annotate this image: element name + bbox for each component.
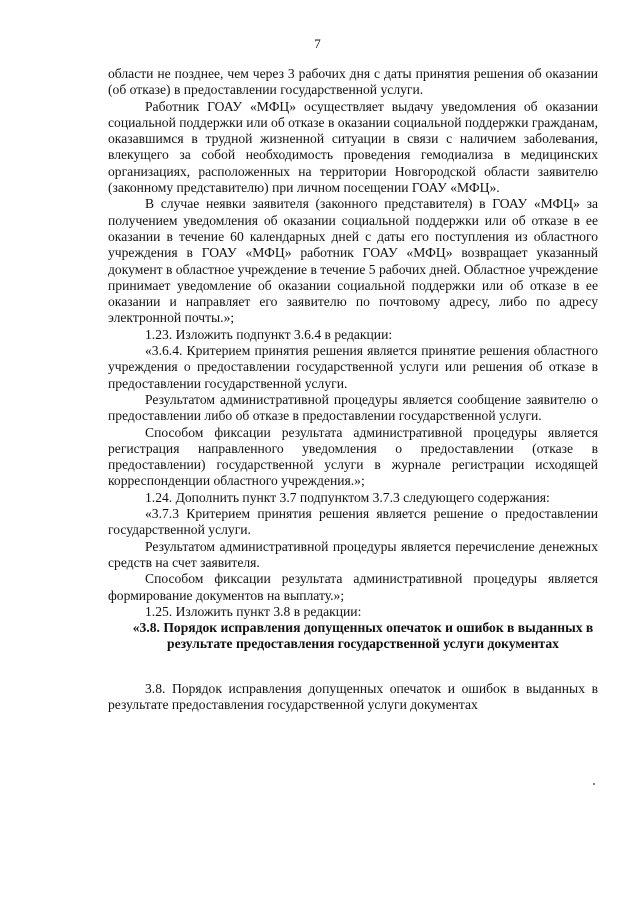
paragraph-3-6-4-criterion: «3.6.4. Критерием принятия решения является принятие решения областного учреждения о предоставлении государственной услуги или решения об отказе в предоставлении государственной услуги.: [108, 343, 598, 391]
paragraph-3-7-3-result: Результатом административной процедуры является перечисление денежных средств на счет заявителя.: [108, 538, 598, 570]
paragraph-3-8: 3.8. Порядок исправления допущенных опечаток и ошибок в выданных в результате предоставления государственной услуги документах: [108, 680, 598, 712]
page-number: 7: [314, 36, 321, 51]
section-heading-3-8: «3.8. Порядок исправления допущенных опечаток и ошибок в выданных в результате предоставления государственной услуги документах: [132, 620, 594, 652]
paragraph-item-1-23: 1.23. Изложить подпункт 3.6.4 в редакции:: [145, 326, 393, 342]
paragraph-no-show: В случае неявки заявителя (законного представителя) в ГОАУ «МФЦ» за получением уведомления об оказании социальной поддержки или об отказе в ее оказании в течение 60 календарных дней с даты его поступления из областного учреждения в ГОАУ «МФЦ» работник ГОАУ «МФЦ» возвращает указанный документ в областное учреждение в течение 5 рабочих дней. Областное учреждение принимает уведомление об оказании социальной поддержки или об отказе в ее оказании и направляет его заявителю по почтовому адресу, либо по адресу электронной почты.»;: [108, 196, 598, 326]
paragraph-item-1-24: 1.24. Дополнить пункт 3.7 подпунктом 3.7.3 следующего содержания:: [145, 489, 550, 505]
scan-speck: [593, 783, 595, 785]
paragraph-continuation: области не позднее, чем через 3 рабочих дня с даты принятия решения об оказании (об отказе) в предоставлении государственной услуги.: [108, 66, 598, 98]
paragraph-3-7-3-criterion: «3.7.3 Критерием принятия решения является решение о предоставлении государственной услуги.: [108, 506, 598, 538]
paragraph-3-7-3-fixation: Способом фиксации результата административной процедуры является формирование документов на выплату.»;: [108, 571, 598, 603]
paragraph-mfc-delivery: Работник ГОАУ «МФЦ» осуществляет выдачу уведомления об оказании социальной поддержки или об отказе в оказании социальной поддержки гражданам, оказавшимся в трудной жизненной ситуации в связи с наличием заболевания, влекущего за собой необходимость проведения гемодиализа в медицинских организациях, расположенных на территории Новгородской области заявителю (законному представителю) при личном посещении ГОАУ «МФЦ».: [108, 98, 598, 196]
paragraph-3-6-4-fixation: Способом фиксации результата административной процедуры является регистрация направленного уведомления о предоставлении (отказе в предоставлении) государственной услуги в журнале регистрации исходящей корреспонденции областного учреждения.»;: [108, 424, 598, 489]
paragraph-3-6-4-result: Результатом административной процедуры является сообщение заявителю о предоставлении либо об отказе в предоставлении государственной услуги.: [108, 391, 598, 424]
paragraph-item-1-25: 1.25. Изложить пункт 3.8 в редакции:: [145, 603, 362, 619]
document-body: [108, 66, 598, 713]
